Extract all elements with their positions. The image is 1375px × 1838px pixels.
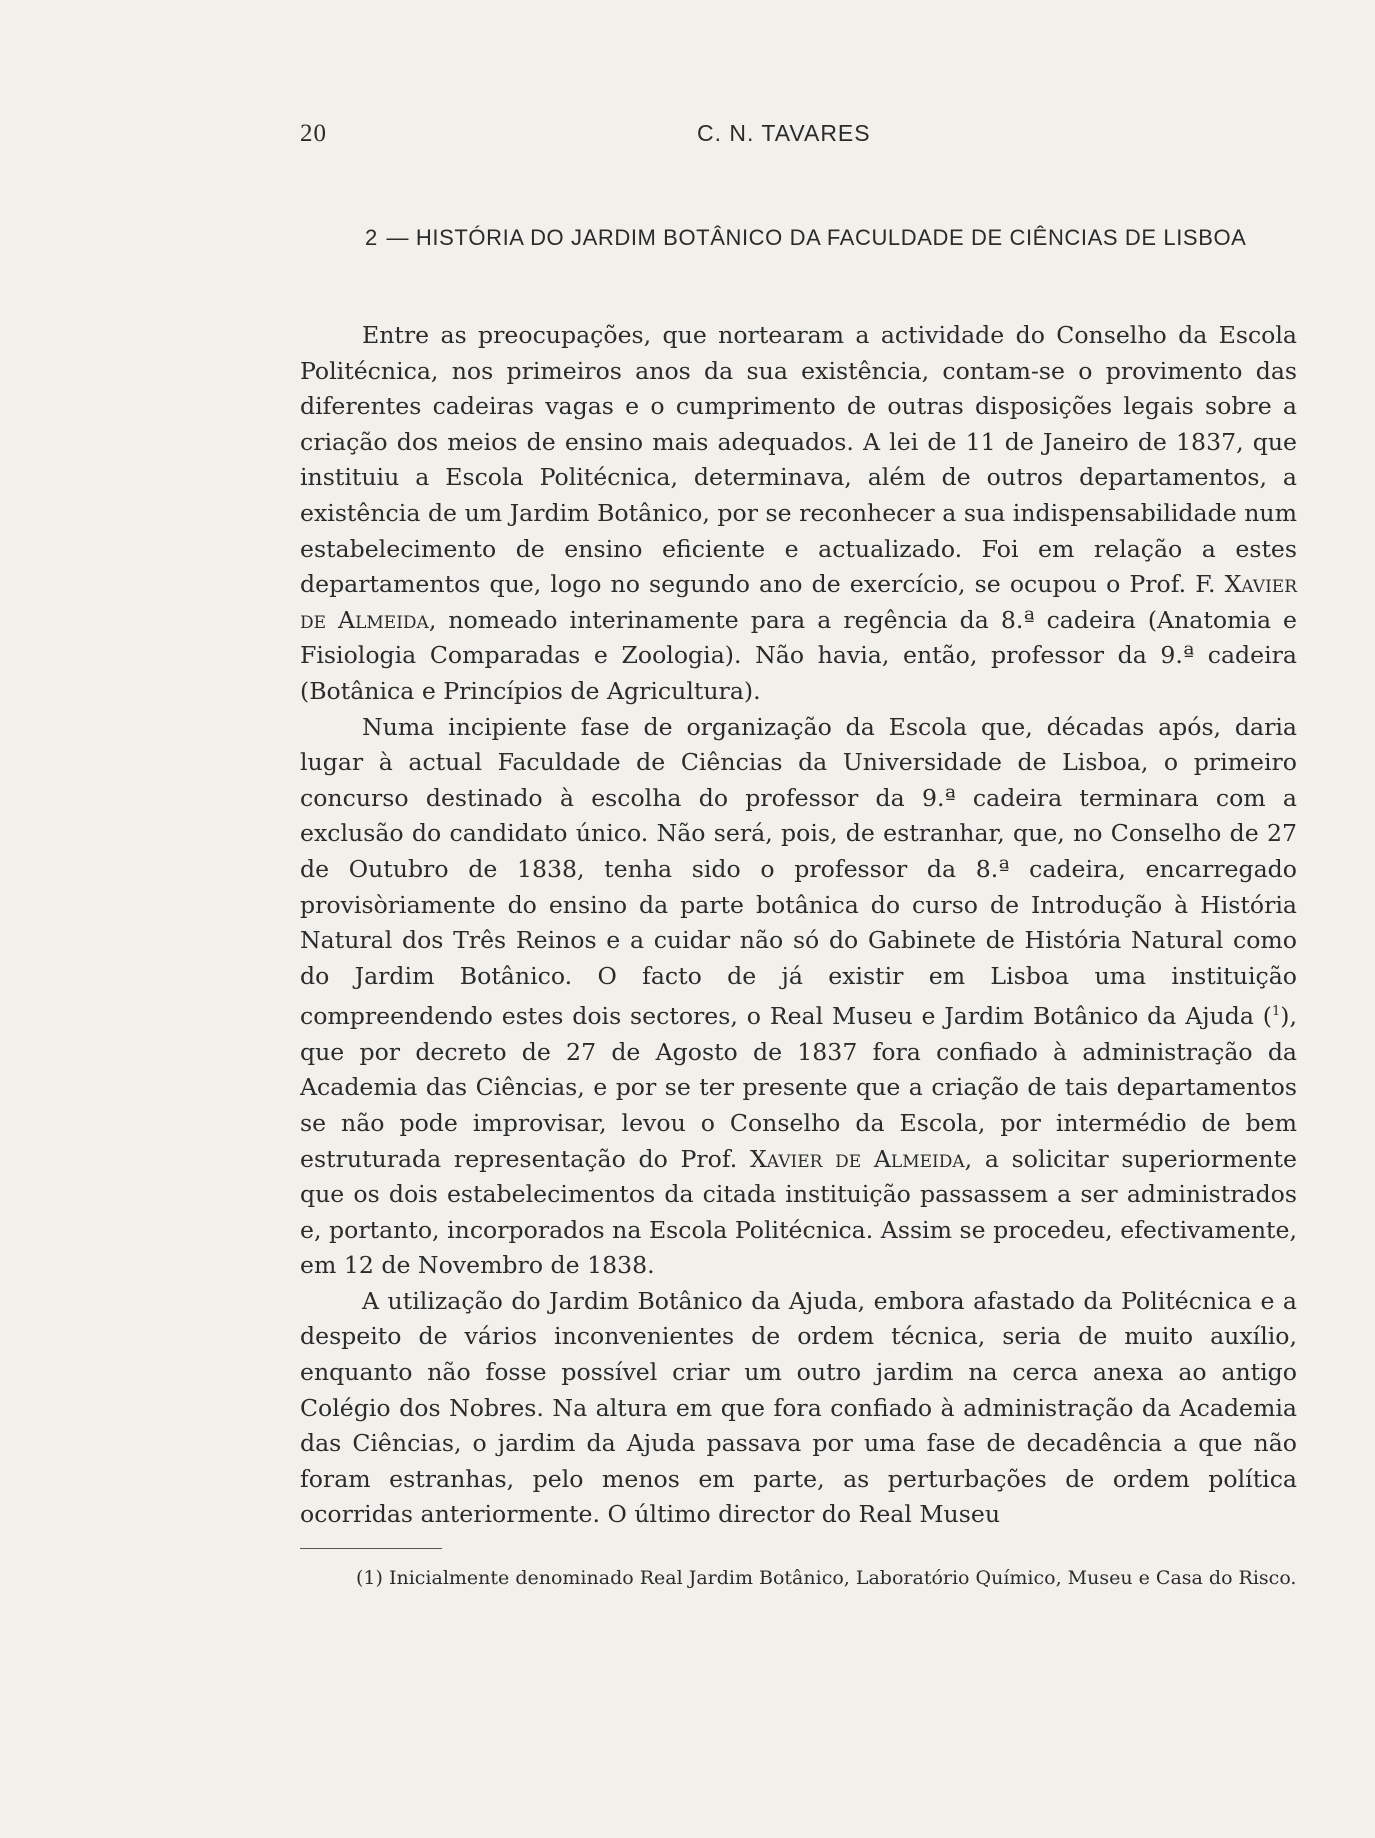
section-number: 2	[365, 225, 378, 250]
paragraph	[300, 710, 1297, 1284]
paragraph	[300, 318, 1297, 710]
author-name: Xavier de Almeida	[750, 1144, 965, 1173]
footnote-marker: (1)	[356, 1567, 383, 1589]
section-heading	[365, 222, 1300, 253]
paragraph: A utilização do Jardim Botânico da Ajuda, embora afastado da Politécnica e a despeito de vários inconvenientes de ordem técnica, seria de muito auxílio, enquanto não fosse possível criar um outro jardim na cerca anexa ao antigo Colégio dos Nobres. Na altura em que fora confiado à administração da Academia das Ciências, o jardim da Ajuda passava por uma fase de decadência a que não foram estranhas, pelo menos em parte, as perturbações de ordem política ocorridas anteriormente. O último director do Real Museu	[300, 1286, 1297, 1529]
running-title: C. N. TAVARES	[697, 120, 871, 146]
paragraph-text: , a solicitar superiormente que os dois estabelecimentos da citada instituição passassem a ser administrados e, portanto, incorporados na Escola Politécnica. Assim se procedeu, efectivamente, em 12 de Novembro de 1838.	[300, 1144, 1297, 1280]
section-separator: —	[379, 225, 416, 250]
footnote	[300, 1562, 1297, 1595]
paragraph-text: ), que por decreto de 27 de Agosto de 1837 fora confiado à administração da Academia das Ciências, e por se ter presente que a criação de tais departamentos se não pode improvisar, levou o Conselho da Escola, por intermédio de bem estruturada representação do Prof.	[300, 1002, 1297, 1173]
footnote-text: Inicialmente denominado Real Jardim Botânico, Laboratório Químico, Museu e Casa do Risco.	[388, 1567, 1297, 1589]
footnote-divider	[300, 1548, 442, 1549]
paragraph-text: , nomeado interinamente para a regência da 8.ª cadeira (Anatomia e Fisiologia Comparadas e Zoologia). Não havia, então, professor da 9.ª cadeira (Botânica e Princípios de Agricultura).	[300, 605, 1297, 705]
author-name: Xavier de Almeida	[300, 570, 1297, 634]
paragraph-text: Numa incipiente fase de organização da Escola que, décadas após, daria lugar à actual Faculdade de Ciências da Universidade de Lisboa, o primeiro concurso destinado à escolha do professor da 9.ª cadeira terminara com a exclusão do candidato único. Não será, pois, de estranhar, que, no Conselho de 27 de Outubro de 1838, tenha sido o professor da 8.ª cadeira, encarregado provisòriamente do ensino da parte botânica do curso de Introdução à História Natural dos Três Reinos e a cuidar não só do Gabinete de História Natural como do Jardim Botânico. O facto de já existir em Lisboa uma instituição compreendendo estes dois sectores, o Real Museu e Jardim Botânico da Ajuda (	[300, 712, 1297, 1031]
footnote-reference: 1	[1272, 1004, 1281, 1020]
running-header	[300, 120, 1300, 156]
section-title: HISTÓRIA DO JARDIM BOTÂNICO DA FACULDADE DE CIÊNCIAS DE LISBOA	[415, 225, 1247, 250]
body-text	[300, 318, 1297, 1533]
paragraph-text: Entre as preocupações, que nortearam a actividade do Conselho da Escola Politécnica, nos primeiros anos da sua existência, contam-se o provimento das diferentes cadeiras vagas e o cumprimento de outras disposições legais sobre a criação dos meios de ensino mais adequados. A lei de 11 de Janeiro de 1837, que instituiu a Escola Politécnica, determinava, além de outros departamentos, a existência de um Jardim Botânico, por se reconhecer a sua indispensabilidade num estabelecimento de ensino eficiente e actualizado. Foi em relação a estes departamentos que, logo no segundo ano de exercício, se ocupou o Prof. F.	[300, 321, 1297, 599]
page-number: 20	[300, 120, 327, 147]
